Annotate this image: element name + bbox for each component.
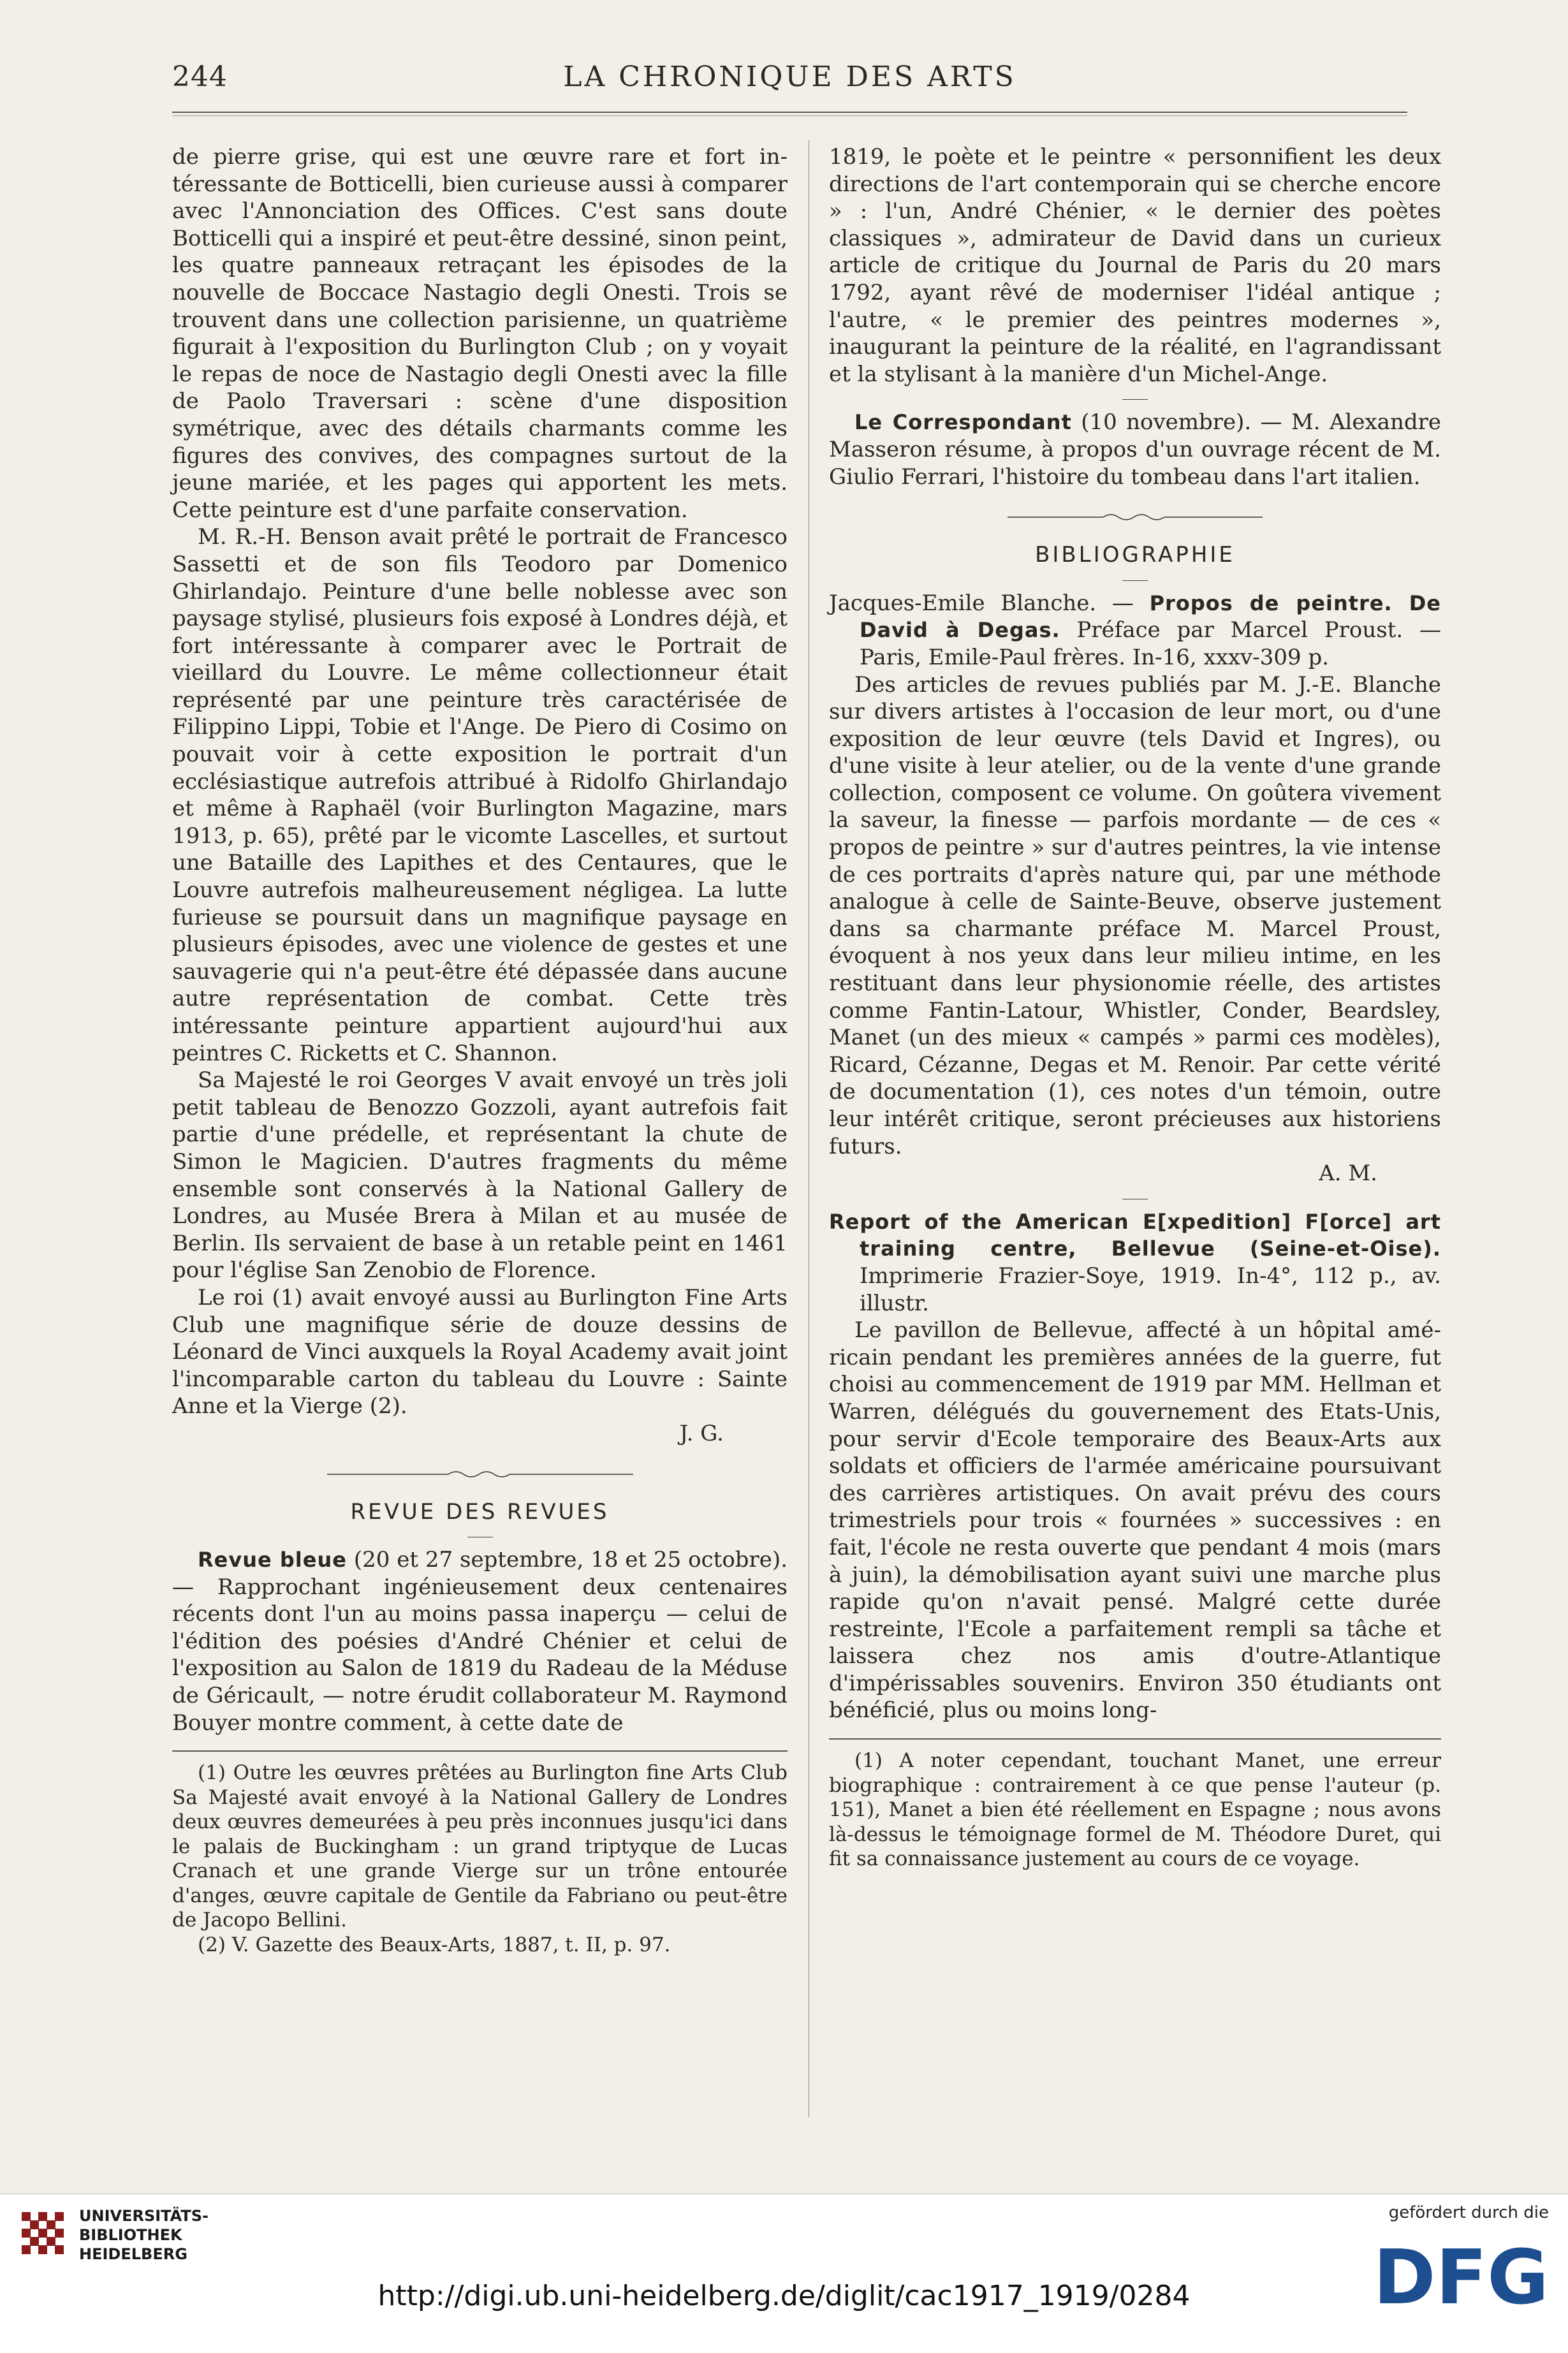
section-heading-bibliographie: BIBLIOGRAPHIE	[1035, 542, 1235, 568]
bib-entry-report	[829, 1208, 1441, 1317]
university-name	[79, 2206, 209, 2264]
funded-by-label: gefördert durch die	[1388, 2203, 1549, 2222]
revue-bleue-entry	[172, 1546, 788, 1736]
footnote-rule-left	[172, 1750, 788, 1752]
article-signature: J. G.	[679, 1420, 724, 1446]
bib-entry-blanche-body: Des articles de revues publiés par M. J.-E. Blanche sur divers artistes à l'occasion de leur mort, ou d'une exposition de leur œuvre (tels David et Ingres), ou d'une visite à leur atelier, ou de la vente d'une grande collection, composent ce volume. On goûtera vivement la saveur, la finesse — parfois mordante — de ces « propos de peintre » sur d'autres peintres, la vie intense de ces portraits d'après nature qui, par une méthode analogue à celle de Sainte-Beuve, observe justement dans sa charmante préface M. Marcel Proust, évoquent à nos yeux dans leur milieu intime, en les restituant dans leur physionomie réelle, des artistes comme Fantin-Latour, Whistler, Conder, Beardsley, Manet (un des mieux « campés » parmi ces modèles), Ricard, Cézanne, Degas et M. Renoir. Par cette vérité de documentation (1), ces notes d'un témoin, outre leur intérêt critique, seront précieuses aux historiens futurs.	[829, 671, 1441, 1159]
revue-bleue-text: (20 et 27 septembre, 18 et 25 octobre). — Rapprochant ingénieusement deux centenaires récents dont l'un au moins passa inaperçu — celui de l'édition des poésies d'André Chénier et celui de l'exposition au Salon de 1819 du Radeau de la Méduse de Géricault, — notre érudit collaborateur M. Raymond Bouyer montre comment, à cette date de	[172, 1547, 788, 1736]
left-paragraph-4: Le roi (1) avait envoyé aussi au Burlington Fine Arts Club une magnifique série de douze dessins de Léonard de Vinci auxquels la Royal Academy avait joint l'incomparable carton du tableau du Louvre : Sainte Anne et la Vierge (2).	[172, 1284, 788, 1419]
university-logo-icon	[19, 2210, 66, 2257]
bib-entry-report-body: Le pavillon de Bellevue, affecté à un hôpital américain pendant les premières années de la guerre, fut choisi au commencement de 1919 par MM. Hellman et Warren, délégués du gouvernement des Etats-Unis, pour servir d'Ecole temporaire des Beaux-Arts aux soldats et officiers de l'armée américaine poursuivant des carrières artistiques. On avait prévu des cours trimestriels pour trois « fournées » successives : en fait, l'école ne resta ouverte que pendant 4 mois (mars à juin), la démobilisation ayant suivi une marche plus rapide qu'on n'avait pensé. Malgré cette durée restreinte, l'Ecole a parfaitement rempli sa tâche et laissera chez nos amis d'outre-Atlantique d'impérissables souvenirs. Environ 350 étudiants ont bénéficié, plus ou moins long-	[829, 1317, 1441, 1724]
revue-bleue-title: Revue bleue	[198, 1548, 347, 1572]
dfg-logo-text: DFG	[1373, 2233, 1549, 2315]
bib-entry-title: Report of the American E[xpedition] F[orce] art training centre, Bellevue (Seine-et-Oise).	[829, 1209, 1441, 1261]
left-paragraph-1: de pierre grise, qui est une œuvre rare et fort intéressante de Botticelli, bien curieuse aussi à comparer avec l'Annonciation des Offices. C'est sans doute Botticelli qui a inspiré et peut-être dessiné, sinon peint, les quatre panneaux retraçant les épisodes de la nouvelle de Boccace Nastagio degli Onesti. Trois se trouvent dans une collection parisienne, un quatrième figurait à l'exposition du Burlington Club ; on y voyait le repas de noce de Nastagio degli Onesti avec la fille de Paolo Traversari : scène d'une disposition symétrique, avec des détails charmants comme les figures des convives, des compagnes surtout de la jeune mariée, et les pages qui apportent les mets. Cette peinture est d'une parfaite conservation.	[172, 144, 788, 523]
university-name-line-3: HEIDELBERG	[79, 2245, 187, 2263]
footnote-rule-right	[829, 1738, 1441, 1740]
dfg-logo-icon	[1358, 2232, 1549, 2315]
left-paragraph-3: Sa Majesté le roi Georges V avait envoyé un très joli petit tableau de Benozzo Gozzoli, ayant autrefois fait partie d'une prédelle, et représentant la chute de Simon le Magicien. D'autres fragments du même ensemble sont conservés à la National Gallery de Londres, au Musée Brera à Milan et au musée de Berlin. Ils servaient de base à un retable peint en 1461 pour l'église San Zenobio de Florence.	[172, 1067, 788, 1284]
correspondant-title: Le Correspondant	[854, 410, 1072, 435]
left-footnote-1: (1) Outre les œuvres prêtées au Burlington fine Arts Club Sa Majesté avait envoyé à la National Gallery de Londres deux œuvres demeurées à peu près inconnues jusqu'ici dans le palais de Buckingham : un grand triptyque de Lucas Cranach et une grande Vierge sur un trône entourée d'anges, œuvre capitale de Gentile da Fabriano ou peut-être de Jacopo Bellini.	[172, 1761, 788, 1932]
permalink-url[interactable]: http://digi.ub.uni-heidelberg.de/diglit/cac1917_1919/0284	[377, 2280, 1191, 2312]
short-rule	[1122, 399, 1148, 400]
review-signature: A. M.	[1319, 1161, 1377, 1187]
short-rule	[1122, 580, 1148, 581]
university-name-line-1: UNIVERSITÄTS-	[79, 2207, 209, 2225]
university-name-line-2: BIBLIOTHEK	[79, 2226, 182, 2244]
left-column	[172, 143, 788, 1957]
correspondant-text: (10 novembre). — M. Alexandre Masseron résume, à propos d'un ouvrage récent de M. Giulio Ferrari, l'histoire du tombeau dans l'art italien.	[829, 409, 1441, 490]
bib-entry-details: Préface par Marcel Proust. — Paris, Emile-Paul frères. In-16, xxxv-309 p.	[860, 617, 1441, 670]
bib-entry-blanche: Jacques-Emile Blanche. — Propos de peintre. De David à Degas. Préface par Marcel Proust. — Paris, Emile-Paul frères. In-16, xxxv-309 p.	[829, 590, 1442, 670]
right-paragraph-1: 1819, le poète et le peintre « personnifient les deux directions de l'art contemporain qui se cherche encore » : l'un, André Chénier, « le dernier des poètes classiques », admirateur de David dans un curieux article de critique du Journal de Paris du 20 mars 1792, ayant rêvé de moderniser l'idéal antique ; l'autre, « le premier des peintres modernes », inaugurant la peinture de la réalité, en l'agrandissant et la stylisant à la manière d'un Michel-Ange.	[829, 144, 1441, 387]
right-column	[829, 143, 1441, 1872]
header-rule	[172, 112, 1407, 116]
left-paragraph-2: M. R.-H. Benson avait prêté le portrait de Francesco Sassetti et de son fils Teodoro par Domenico Ghirlandajo. Peinture d'une belle noblesse avec son paysage stylisé, plusieurs fois exposé à Londres déjà, et fort intéressante à comparer avec le Portrait de vieillard du Louvre. Le même collectionneur était représenté par une peinture très caractérisée de Filippino Lippi, Tobie et l'Ange. De Piero di Cosimo on pouvait voir à cette exposition le portrait d'un ecclésiastique autrefois attribué à Ridolfo Ghirlandajo et même à Raphaël (voir Burlington Magazine, mars 1913, p. 65), prêté par le vicomte Lascelles, et surtout une Bataille des Lapithes et des Centaures, que le Louvre autrefois malheureusement négligea. La lutte furieuse se poursuit dans un magnifique paysage en plusieurs épisodes, avec une violence de gestes et une sauvagerie qui n'a peut-être été dépassée dans aucune autre représentation de combat. Cette très intéressante peinture appartient aujourd'hui aux peintres C. Ricketts et C. Shannon.	[172, 524, 788, 1066]
correspondant-entry	[829, 409, 1441, 490]
bib-entry-title: Propos de peintre. De David à Degas.	[860, 590, 1442, 643]
page-header	[172, 61, 1407, 105]
section-heading-revue: REVUE DES REVUES	[350, 1499, 610, 1525]
bib-entry-author: Jacques-Emile Blanche.	[829, 590, 1097, 616]
ornament-divider	[321, 1468, 640, 1481]
page-number: 244	[172, 61, 228, 93]
right-footnote-1: (1) A noter cependant, touchant Manet, une erreur biographique : contrairement à ce que pense l'auteur (p. 151), Manet a bien été réellement en Espagne ; nous avons là-dessus le témoignage formel de M. Théodore Duret, qui fit sa connaissance justement au cours de ce voyage.	[829, 1749, 1441, 1871]
running-title: LA CHRONIQUE DES ARTS	[563, 61, 1016, 93]
ornament-divider	[1001, 511, 1269, 524]
digitization-footer	[0, 2194, 1568, 2353]
bib-entry-details: Imprimerie Frazier-Soye, 1919. In-4°, 112 p., av. illustr.	[860, 1263, 1441, 1316]
left-footnote-2: (2) V. Gazette des Beaux-Arts, 1887, t. II, p. 97.	[198, 1933, 671, 1956]
